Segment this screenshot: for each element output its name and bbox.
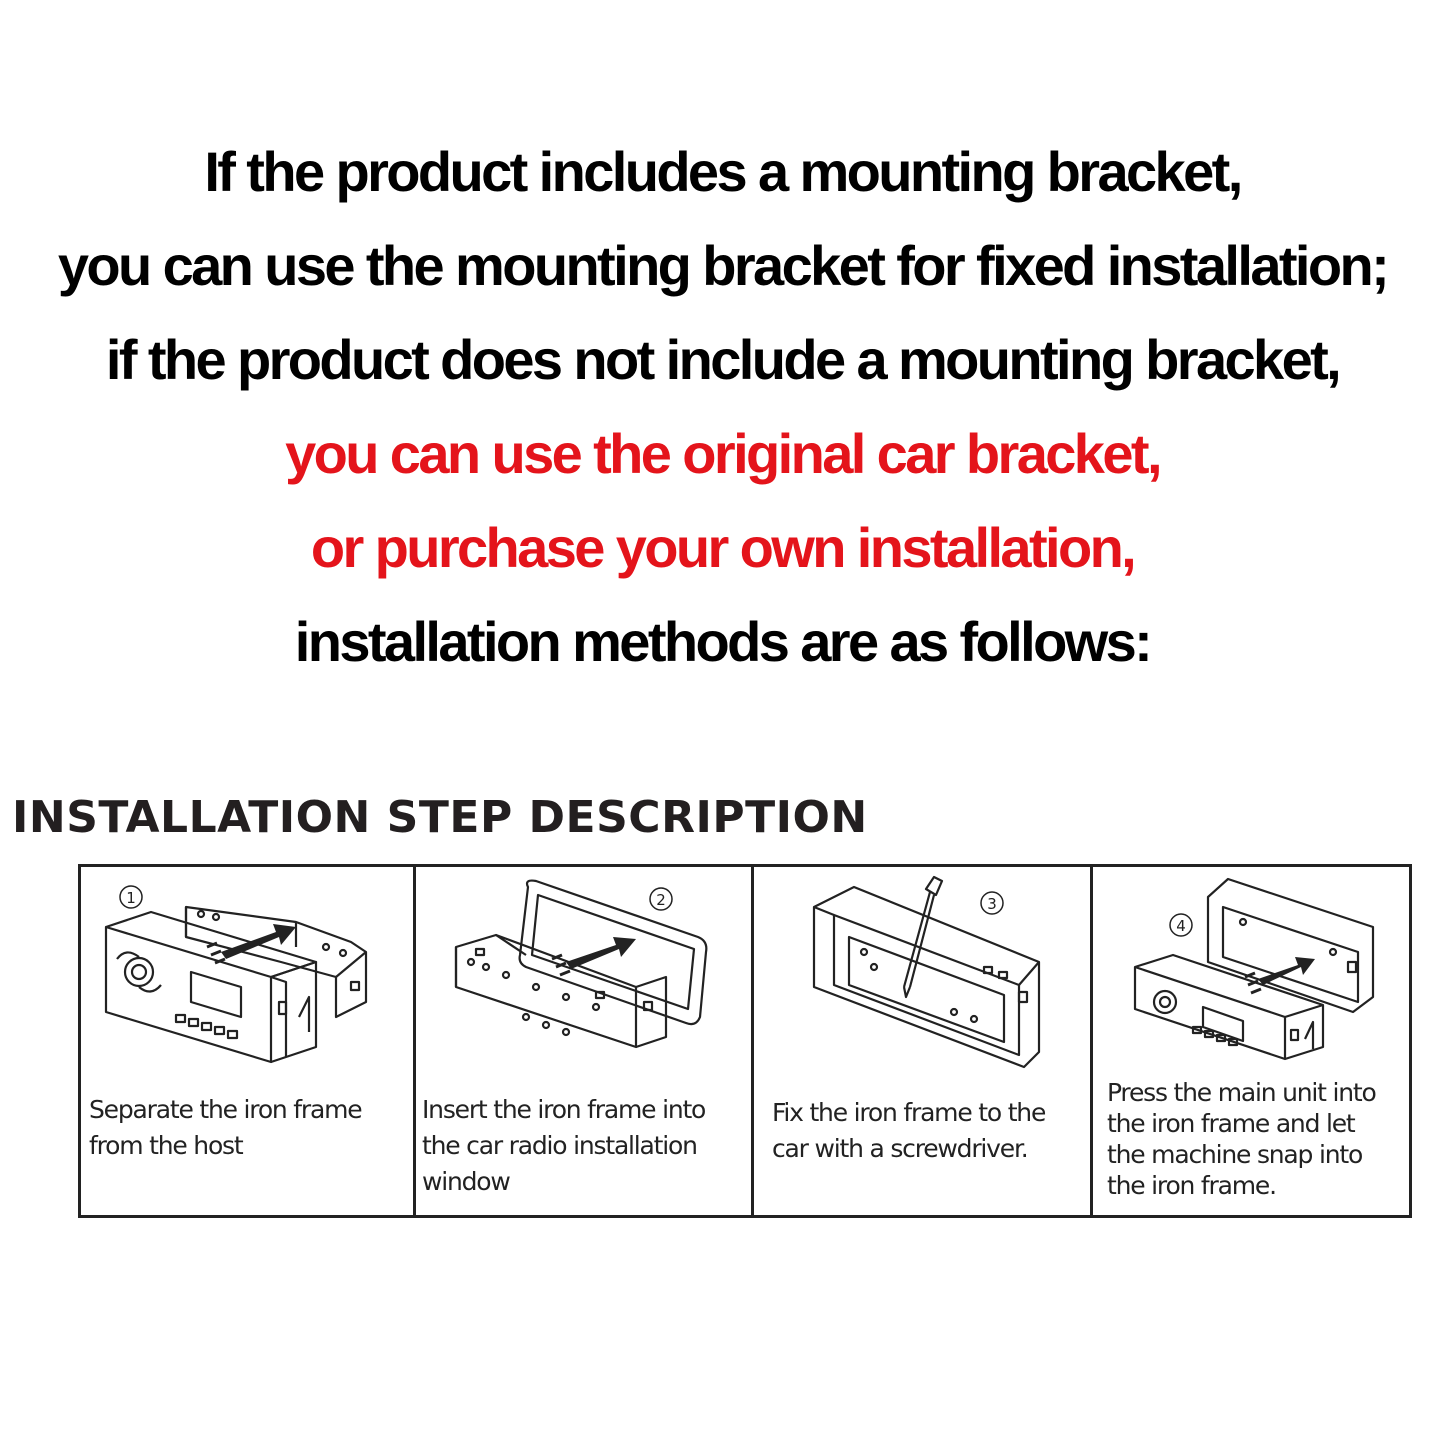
screwdriver-fix-illustration [754, 867, 1091, 1097]
insert-frame-illustration [416, 867, 752, 1097]
step-text-line: the iron frame. [1107, 1171, 1276, 1200]
step-1-description [89, 1092, 361, 1164]
separate-frame-illustration [81, 867, 411, 1097]
step-text-line: the car radio installation [422, 1131, 697, 1160]
intro-line: If the product includes a mounting bracket, [204, 140, 1241, 203]
step-text-line: Separate the iron frame [89, 1095, 362, 1124]
step-text-line: Fix the iron frame to the [772, 1098, 1046, 1127]
intro-line-highlight: or purchase your own installation, [310, 516, 1135, 579]
step-text-line: Press the main unit into [1107, 1078, 1376, 1107]
step-text-line: car with a screwdriver. [772, 1134, 1028, 1163]
step-3 [751, 867, 1090, 1215]
step-3-description [772, 1095, 1045, 1167]
step-text-line: window [422, 1167, 510, 1196]
svg-text:3: 3 [987, 895, 997, 913]
press-unit-illustration [1093, 867, 1410, 1079]
intro-line: you can use the mounting bracket for fixed installation; [57, 234, 1388, 297]
step-text-line: the machine snap into [1107, 1140, 1363, 1169]
step-text-line: from the host [89, 1131, 243, 1160]
step-2 [413, 867, 751, 1215]
intro-line: if the product does not include a mounting bracket, [105, 328, 1340, 391]
step-1 [81, 867, 413, 1215]
installation-steps-table [78, 864, 1412, 1218]
svg-text:1: 1 [126, 889, 136, 907]
svg-text:2: 2 [656, 891, 666, 909]
section-title: INSTALLATION STEP DESCRIPTION [12, 792, 868, 843]
svg-text:4: 4 [1176, 917, 1186, 935]
step-text-line: the iron frame and let [1107, 1109, 1355, 1138]
intro-text [0, 140, 1445, 704]
intro-line-highlight: you can use the original car bracket, [285, 422, 1160, 485]
step-2-description [422, 1092, 705, 1200]
step-4-description [1107, 1077, 1376, 1201]
step-4 [1090, 867, 1409, 1215]
step-text-line: Insert the iron frame into [422, 1095, 706, 1124]
intro-line: installation methods are as follows: [294, 610, 1151, 673]
